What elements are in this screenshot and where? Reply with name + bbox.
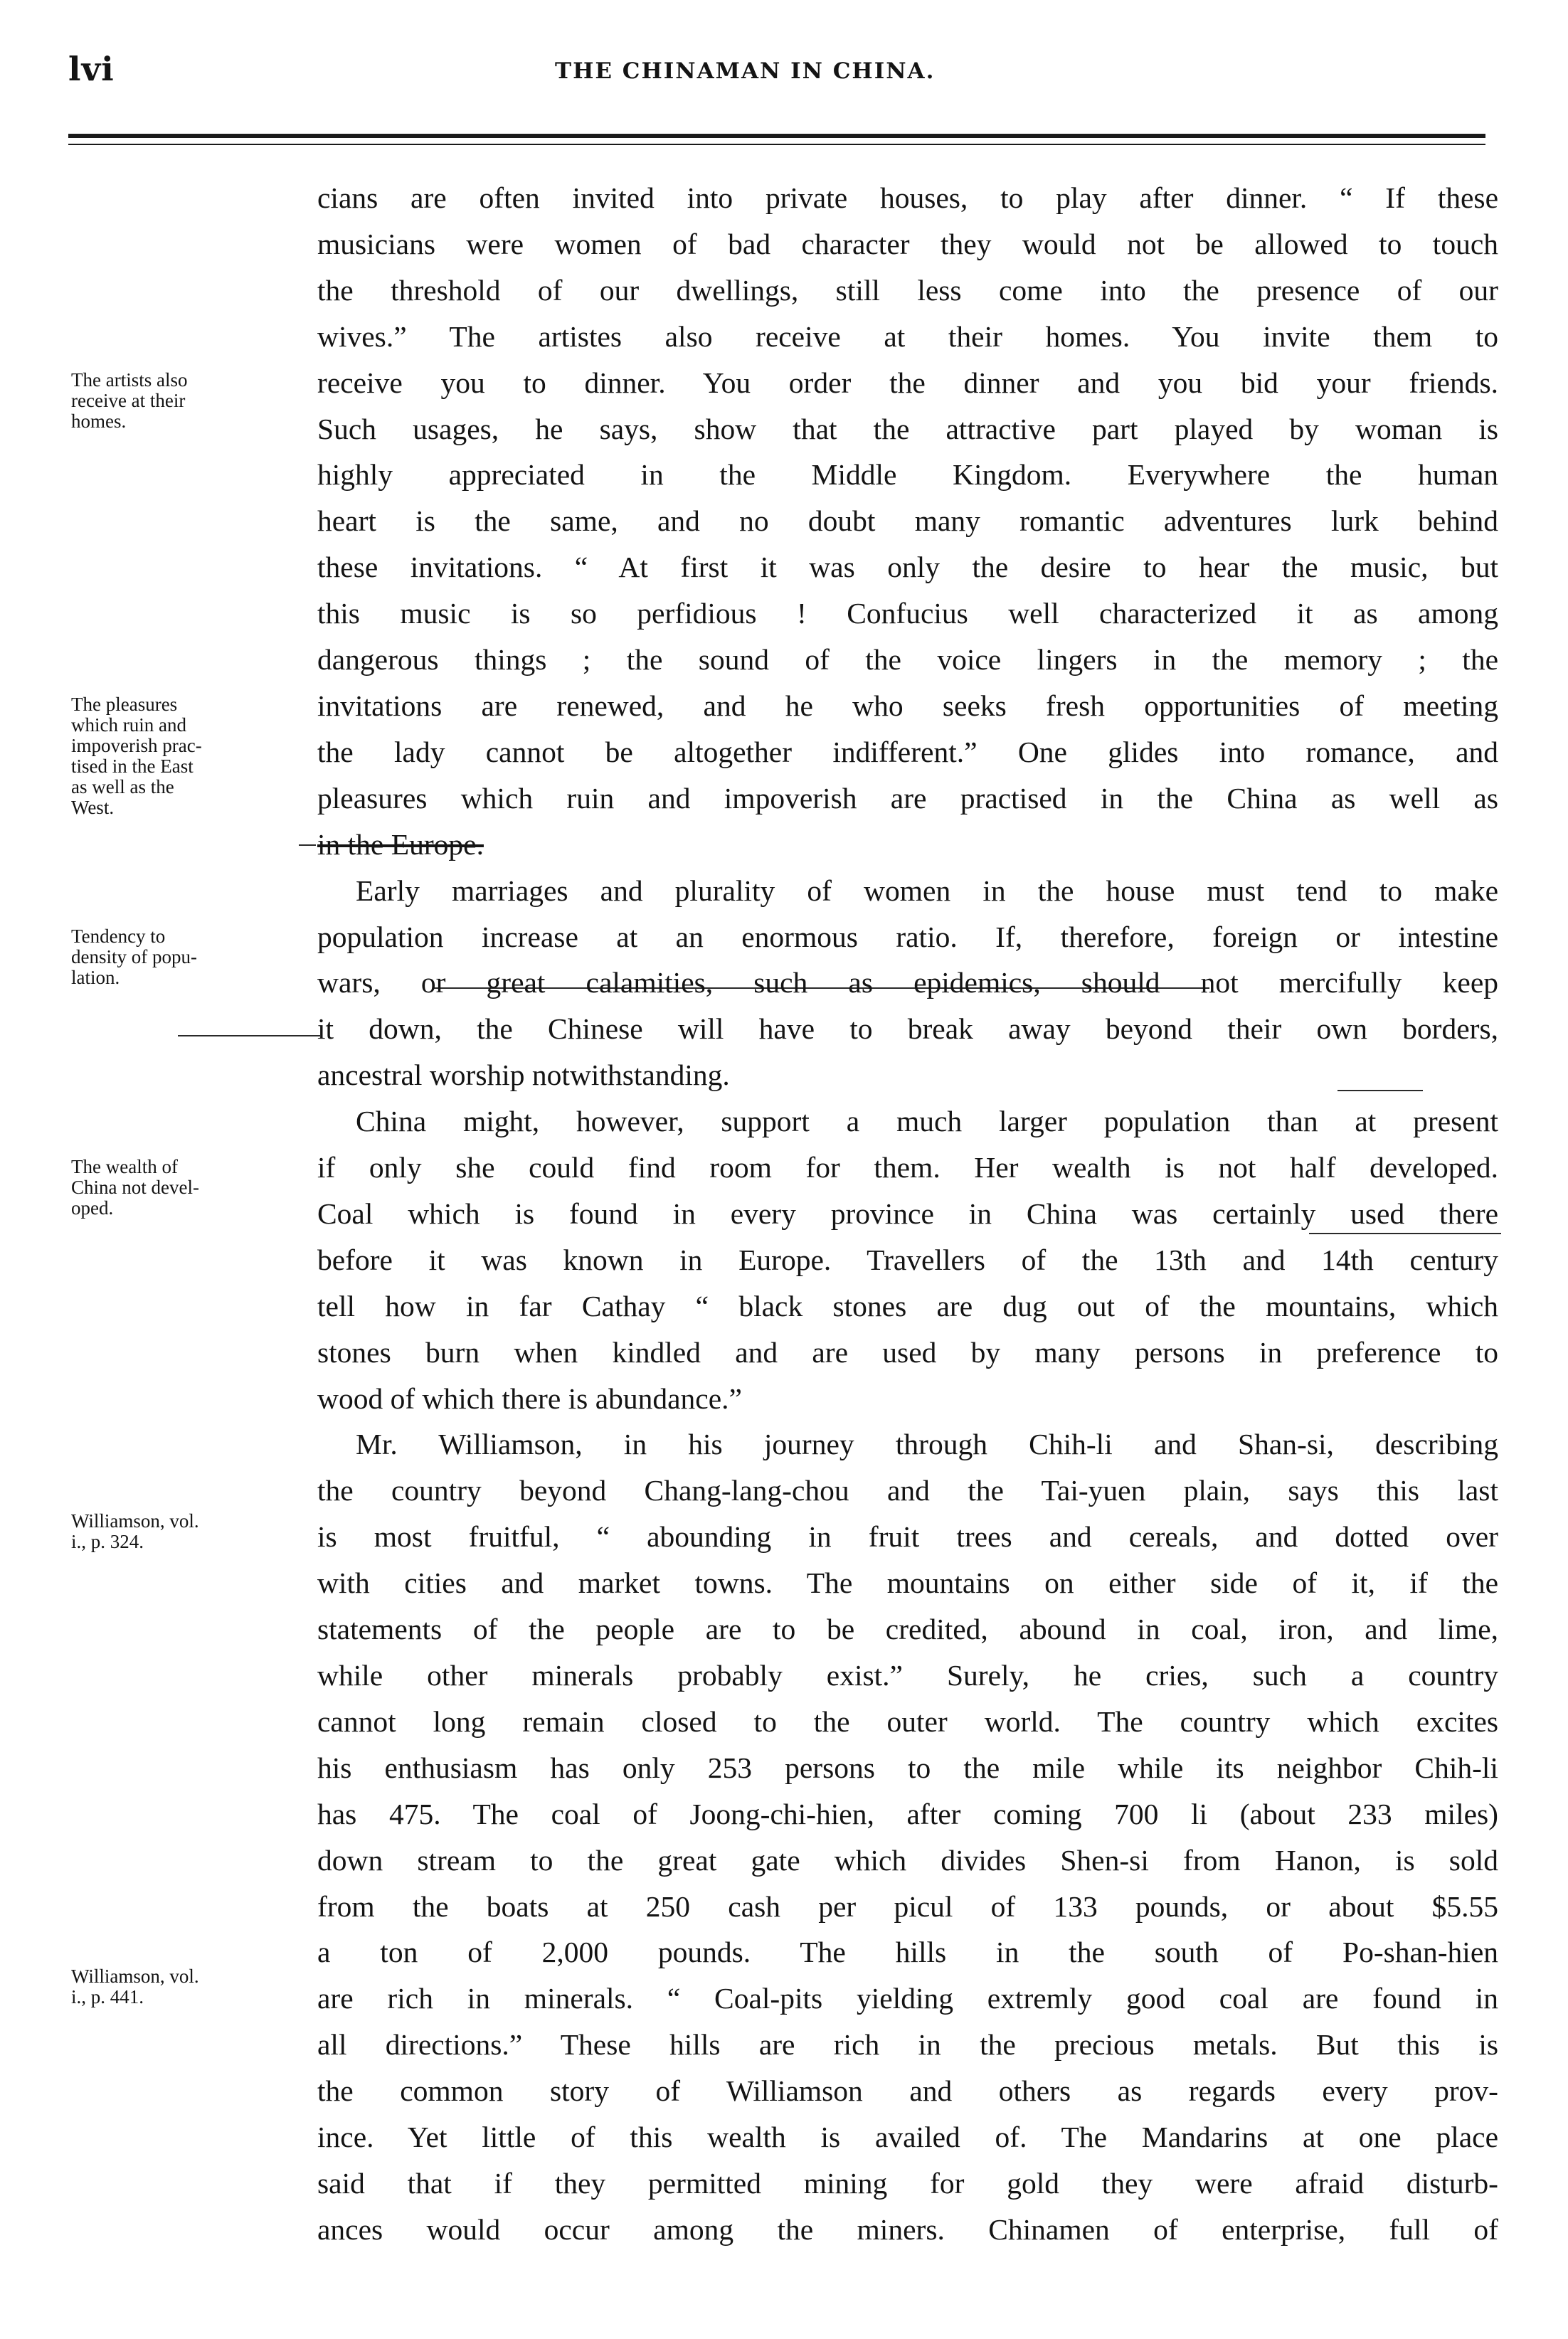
text-line: while other minerals probably exist.” Surely, he cries, such a country [317, 1659, 1498, 1692]
text-line: if only she could find room for them. Her wealth is not half developed. [317, 1151, 1498, 1184]
sidenote-line: tised in the East [71, 755, 194, 777]
text-line: are rich in minerals. “ Coal-pits yielding extremly good coal are found in [317, 1982, 1498, 2015]
sidenote-line: West. [71, 797, 115, 818]
sidenote-wealth [71, 1157, 313, 1219]
text-line: the threshold of our dwellings, still less come into the presence of our [317, 273, 1498, 307]
text-line: invitations are renewed, and he who seeks fresh opportunities of meeting [317, 689, 1498, 722]
text-line: Mr. Williamson, in his journey through Chih-li and Shan-si, describing [356, 1428, 1498, 1461]
sidenote-line: density of popu- [71, 946, 197, 967]
sidenote-line: i., p. 324. [71, 1531, 144, 1552]
text-line: the country beyond Chang-lang-chou and the Tai-yuen plain, says this last [317, 1474, 1498, 1507]
text-line: from the boats at 250 cash per picul of 133 pounds, or about $5.55 [317, 1889, 1498, 1923]
text-line: before it was known in Europe. Travellers of the 13th and 14th century [317, 1243, 1498, 1276]
text-line: receive you to dinner. You order the dinner and you bid your friends. [317, 366, 1498, 399]
text-line: Early marriages and plurality of women in the house must tend to make [356, 874, 1498, 907]
text-line: down stream to the great gate which divides Shen-si from Hanon, is sold [317, 1843, 1498, 1877]
sidenote-line: Tendency to [71, 925, 166, 947]
text-line: wood of which there is abundance.” [317, 1381, 742, 1415]
sidenote-line: which ruin and [71, 714, 186, 736]
sidenote-williamson-441 [71, 1966, 313, 2007]
sidenote-artists [71, 370, 313, 432]
text-line: the common story of Williamson and others as regards every prov- [317, 2074, 1498, 2108]
sidenote-line: The artists also [71, 369, 188, 391]
text-line: stones burn when kindled and are used by many persons in preference to [317, 1335, 1498, 1369]
sidenote-line: receive at their [71, 390, 186, 411]
sidenote-line: The wealth of [71, 1156, 178, 1177]
text-line: dangerous things ; the sound of the voice lingers in the memory ; the [317, 643, 1498, 677]
running-title: THE CHINAMAN IN CHINA. [555, 58, 936, 84]
sidenote-line: China not devel- [71, 1177, 199, 1198]
sidenote-line: as well as the [71, 776, 174, 797]
text-line: ince. Yet little of this wealth is availed of. The Mandarins at one place [317, 2121, 1498, 2154]
sidenote-line: The pleasures [71, 694, 178, 715]
text-line: these invitations. “ At first it was only the desire to hear the music, but [317, 551, 1498, 584]
sidenote-line: Williamson, vol. [71, 1966, 199, 1987]
body-text [317, 175, 1498, 2253]
text-line: this music is so perfidious ! Confucius well characterized it as among [317, 597, 1498, 630]
text-line: cannot long remain closed to the outer world. The country which excites [317, 1704, 1498, 1738]
text-line: cians are often invited into private houses, to play after dinner. “ If these [317, 181, 1498, 214]
sidenote-pleasures [71, 694, 313, 818]
text-line: Such usages, he says, show that the attractive part played by woman is [317, 412, 1498, 445]
page-number: lvi [68, 50, 115, 88]
text-line: Coal which is found in every province in China was certainly used there [317, 1197, 1498, 1230]
text-line: ances would occur among the miners. Chinamen of enterprise, full of [317, 2212, 1498, 2246]
header-rule [68, 134, 1485, 138]
sidenote-line: lation. [71, 967, 120, 988]
text-line-struck: in the Europe. [317, 827, 484, 861]
text-line: population increase at an enormous ratio. If, therefore, foreign or intestine [317, 920, 1498, 953]
text-line: it down, the Chinese will have to break away beyond their own borders, [317, 1012, 1498, 1046]
sidenote-line: homes. [71, 410, 127, 432]
text-line: tell how in far Cathay “ black stones are dug out of the mountains, which [317, 1289, 1498, 1322]
text-line: has 475. The coal of Joong-chi-hien, after coming 700 li (about 233 miles) [317, 1797, 1498, 1830]
text-line: ancestral worship notwithstanding. [317, 1059, 730, 1092]
sidenote-williamson-324 [71, 1511, 313, 1552]
pencil-dash [299, 844, 316, 846]
text-line: wives.” The artistes also receive at their homes. You invite them to [317, 319, 1498, 353]
pencil-underline [178, 1035, 320, 1036]
text-line: heart is the same, and no doubt many romantic adventures lurk behind [317, 504, 1498, 538]
text-line: said that if they permitted mining for gold they were afraid disturb- [317, 2166, 1498, 2200]
text-line: China might, however, support a much larger population than at present [356, 1105, 1498, 1138]
text-line: the lady cannot be altogether indifferent.” One glides into romance, and [317, 735, 1498, 768]
text-line: wars, or great calamities, such as epidemics, should not mercifully keep [317, 966, 1498, 999]
text-line: statements of the people are to be credited, abound in coal, iron, and lime, [317, 1613, 1498, 1646]
text-line: musicians were women of bad character they would not be allowed to touch [317, 227, 1498, 260]
text-line: all directions.” These hills are rich in the precious metals. But this is [317, 2028, 1498, 2062]
text-line: highly appreciated in the Middle Kingdom. Everywhere the human [317, 458, 1498, 492]
text-line: his enthusiasm has only 253 persons to the mile while its neighbor Chih-li [317, 1751, 1498, 1784]
text-line: pleasures which ruin and impoverish are practised in the China as well as [317, 781, 1498, 815]
sidenote-line: impoverish prac- [71, 735, 202, 756]
sidenote-line: i., p. 441. [71, 1986, 144, 2007]
sidenote-line: oped. [71, 1197, 114, 1219]
sidenote-population [71, 926, 313, 988]
text-line: with cities and market towns. The mountains on either side of it, if the [317, 1566, 1498, 1600]
sidenote-line: Williamson, vol. [71, 1510, 199, 1532]
text-line: is most fruitful, “ abounding in fruit trees and cereals, and dotted over [317, 1520, 1498, 1554]
text-line: a ton of 2,000 pounds. The hills in the south of Po-shan-hien [317, 1936, 1498, 1969]
header-rule-thin [68, 144, 1485, 145]
